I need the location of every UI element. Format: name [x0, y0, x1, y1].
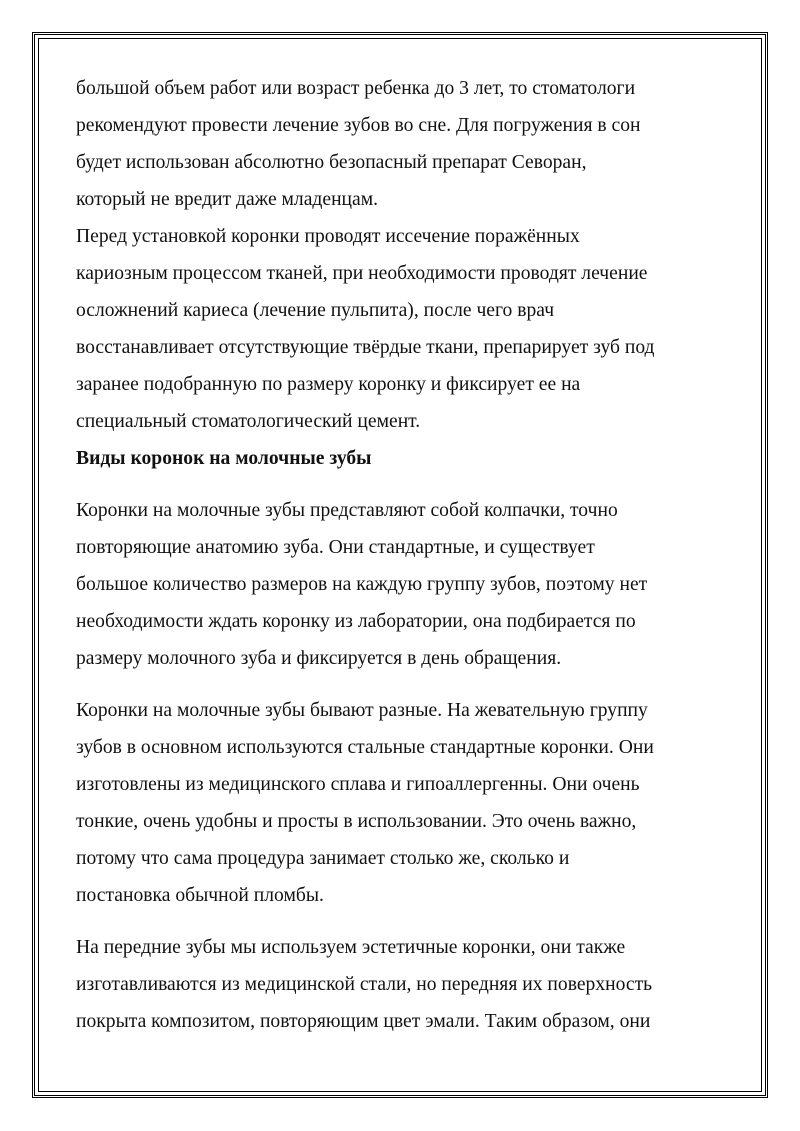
paragraph-crown-description: [76, 492, 726, 677]
text-line: повторяющие анатомию зуба. Они стандартные, и существует: [76, 537, 595, 558]
text-line: большое количество размеров на каждую группу зубов, поэтому нет: [76, 574, 648, 595]
text-line: изготавливаются из медицинской стали, но передняя их поверхность: [76, 974, 653, 995]
text-line: специальный стоматологический цемент.: [76, 411, 421, 432]
text-line: зубов в основном используются стальные стандартные коронки. Они: [76, 737, 654, 758]
paragraph-aesthetic-crowns: [76, 929, 726, 1040]
text-line: изготовлены из медицинского сплава и гипоаллергенны. Они очень: [76, 774, 640, 795]
text-line: восстанавливает отсутствующие твёрдые ткани, препарирует зуб под: [76, 337, 655, 358]
paragraph-crown-installation: [76, 218, 726, 440]
text-line: постановка обычной пломбы.: [76, 885, 324, 906]
paragraph-sedation: [76, 70, 726, 218]
text-line: необходимости ждать коронку из лаборатории, она подбирается по: [76, 611, 636, 632]
text-line: большой объем работ или возраст ребенка до 3 лет, то стоматологи: [76, 78, 636, 99]
text-line: Перед установкой коронки проводят иссечение поражённых: [76, 226, 580, 247]
text-line: заранее подобранную по размеру коронку и фиксирует ее на: [76, 374, 581, 395]
paragraph-spacer: [76, 477, 726, 492]
text-line: На передние зубы мы используем эстетичные коронки, они также: [76, 937, 626, 958]
text-line: потому что сама процедура занимает столько же, сколько и: [76, 848, 570, 869]
text-line: рекомендуют провести лечение зубов во сне. Для погружения в сон: [76, 115, 641, 136]
paragraph-crown-types: [76, 692, 726, 914]
text-line: который не вредит даже младенцам.: [76, 189, 379, 210]
text-line: Коронки на молочные зубы представляют собой колпачки, точно: [76, 500, 618, 521]
paragraph-spacer: [76, 914, 726, 929]
text-line: тонкие, очень удобны и просты в использовании. Это очень важно,: [76, 811, 637, 832]
text-line: осложнений кариеса (лечение пульпита), после чего врач: [76, 300, 555, 321]
text-line: покрыта композитом, повторяющим цвет эмали. Таким образом, они: [76, 1011, 651, 1032]
text-line: Коронки на молочные зубы бывают разные. На жевательную группу: [76, 700, 648, 721]
text-line: будет использован абсолютно безопасный препарат Севоран,: [76, 152, 587, 173]
paragraph-spacer: [76, 677, 726, 692]
text-line: размеру молочного зуба и фиксируется в день обращения.: [76, 648, 562, 669]
text-line: кариозным процессом тканей, при необходимости проводят лечение: [76, 263, 648, 284]
document-body: [76, 70, 726, 1040]
section-heading: Виды коронок на молочные зубы: [76, 448, 372, 469]
